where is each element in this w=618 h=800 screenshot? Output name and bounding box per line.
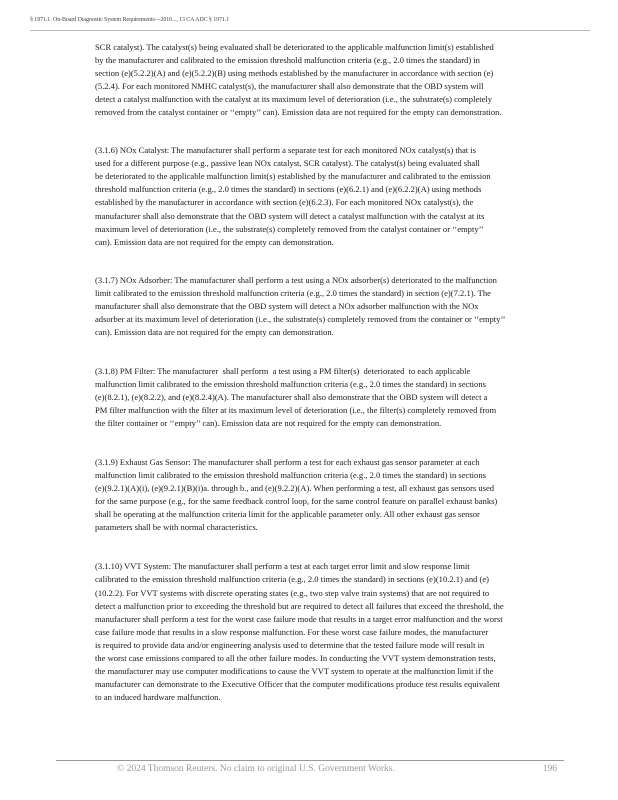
- text-line: adsorber at its maximum level of deterioration (i.e., the substrate(s) completely removed from the container or ‘‘empty’’: [95, 313, 506, 324]
- text-line: (e)(9.2.1)(A)(i), (e)(9.2.1)(B)(i)a. through b., and (e)(9.2.2)(A). When performing a test, all exhaust gas sensors used: [95, 483, 495, 494]
- text-line: the worst case emissions compared to all the other failure modes. In conducting the VVT system demonstration tests,: [95, 652, 496, 663]
- text-line: to an induced hardware malfunction.: [95, 691, 221, 702]
- paragraph-vvt-system: [95, 560, 573, 704]
- text-line: PM filter malfunction with the filter at its maximum level of deterioration (i.e., the filter(s) completely removed from: [95, 405, 497, 416]
- text-line: (5.2.4). For each monitored NMHC catalyst(s), the manufacturer shall also demonstrate that the OBD system will: [95, 81, 484, 92]
- text-line: parameters shall be with normal characteristics.: [95, 522, 258, 533]
- text-line: case failure mode that results in a slow response malfunction. For these worst case failure modes, the manufacturer: [95, 626, 489, 637]
- text-line: can). Emission data are not required for the empty can demonstration.: [95, 236, 334, 247]
- text-line: manufacturer shall also demonstrate that the OBD system will detect a catalyst malfunction with the catalyst at its: [95, 210, 485, 221]
- copyright-notice: © 2024 Thomson Reuters. No claim to original U.S. Government Works.: [117, 764, 395, 774]
- paragraph-scr-catalyst-continued: [95, 41, 573, 119]
- text-line: be deteriorated to the applicable malfunction limit(s) established by the manufacturer and calibrated to the emission: [95, 171, 491, 182]
- text-line: can). Emission data are not required for the empty can demonstration.: [95, 326, 334, 337]
- text-line: detect a catalyst malfunction with the catalyst at its maximum level of deterioration (i.e., the substrate(s) completely: [95, 94, 493, 105]
- text-line: (3.1.10) VVT System: The manufacturer shall perform a test at each target error limit and slow response limit: [95, 561, 470, 572]
- text-line: established by the manufacturer in accordance with section (e)(6.2.3). For each monitored NOx catalyst(s), the: [95, 197, 474, 208]
- text-line: threshold malfunction criteria (e.g., 2.0 times the standard) in sections (e)(6.2.1) and (e)(6.2.2)(A) using methods: [95, 184, 482, 195]
- text-line: section (e)(5.2.2)(A) and (e)(5.2.2)(B) using methods established by the manufacturer in accordance with section (e): [95, 68, 494, 79]
- text-line: by the manufacturer and calibrated to the emission threshold malfunction criteria (e.g., 2.0 times the standard) in: [95, 55, 480, 66]
- text-line: the filter container or ‘‘empty’’ can). Emission data are not required for the empty can demonstration.: [95, 418, 442, 429]
- footer-divider: [56, 760, 564, 761]
- text-line: limit calibrated to the emission threshold malfunction criteria (e.g., 2.0 times the standard) in section (e)(7.2.1). The: [95, 287, 491, 298]
- page-number: 196: [542, 764, 557, 774]
- text-line: shall be operating at the malfunction criteria limit for the applicable parameter only. All other exhaust gas sensor: [95, 509, 480, 520]
- paragraph-exhaust-gas-sensor: [95, 456, 573, 534]
- text-line: detect a malfunction prior to exceeding the threshold but are required to detect all failures that exceed the threshold, the: [95, 600, 504, 611]
- text-line: the manufacturer may use computer modifications to cause the VVT system to operate at the malfunction limit if the: [95, 665, 494, 676]
- text-line: maximum level of deterioration (i.e., the substrate(s) completely removed from the catalyst container or ‘‘empty’’: [95, 223, 484, 234]
- text-line: used for a different purpose (e.g., passive lean NOx catalyst, SCR catalyst). The catalyst(s) being evaluated shall: [95, 158, 480, 169]
- header-divider: [30, 30, 590, 31]
- text-line: is required to provide data and/or engineering analysis used to determine that the tested failure mode will result in: [95, 639, 485, 650]
- paragraph-pm-filter: [95, 365, 573, 430]
- text-line: (e)(8.2.1), (e)(8.2.2), and (e)(8.2.4)(A). The manufacturer shall also demonstrate that the OBD system will detect a: [95, 391, 488, 402]
- text-line: (3.1.7) NOx Adsorber: The manufacturer shall perform a test using a NOx adsorber(s) deteriorated to the malfunction: [95, 274, 497, 285]
- running-header: § 1971.1. On-Board Diagnostic System Requirements—2010..., 13 CA ADC § 1971.1: [30, 17, 230, 23]
- text-line: malfunction limit calibrated to the emission threshold malfunction criteria (e.g., 2.0 times the standard) in sections: [95, 378, 486, 389]
- document-body: [95, 41, 573, 704]
- text-line: SCR catalyst). The catalyst(s) being evaluated shall be deteriorated to the applicable malfunction limit(s) established: [95, 42, 494, 52]
- text-line: (3.1.8) PM Filter: The manufacturer shall perform a test using a PM filter(s) deteriorated to each applicable: [95, 365, 471, 376]
- text-line: manufacturer can demonstrate to the Executive Officer that the computer modifications produce test results equivalent: [95, 678, 500, 689]
- text-line: (10.2.2). For VVT systems with discrete operating states (e.g., two step valve train systems) that are not required to: [95, 587, 490, 598]
- text-line: calibrated to the emission threshold malfunction criteria (e.g., 2.0 times the standard) in sections (e)(10.2.1) and (e): [95, 574, 489, 585]
- paragraph-nox-catalyst: [95, 144, 573, 248]
- text-line: manufacturer shall also demonstrate that the OBD system will detect a NOx adsorber malfunction with the NOx: [95, 300, 479, 311]
- text-line: malfunction limit calibrated to the emission threshold malfunction criteria (e.g., 2.0 times the standard) in sections: [95, 470, 486, 481]
- text-line: removed from the catalyst container or ‘‘empty’’ can). Emission data are not required for the empty can demonstration.: [95, 107, 502, 118]
- text-line: manufacturer shall perform a test for the worst case failure mode that results in a target error malfunction and the worst: [95, 613, 503, 624]
- text-line: for the same purpose (e.g., for the same feedback control loop, for the same control feature on parallel exhaust banks): [95, 496, 498, 507]
- text-line: (3.1.6) NOx Catalyst: The manufacturer shall perform a separate test for each monitored NOx catalyst(s) that is: [95, 145, 476, 156]
- paragraph-nox-adsorber: [95, 274, 573, 339]
- text-line: (3.1.9) Exhaust Gas Sensor: The manufacturer shall perform a test for each exhaust gas sensor parameter at each: [95, 457, 480, 468]
